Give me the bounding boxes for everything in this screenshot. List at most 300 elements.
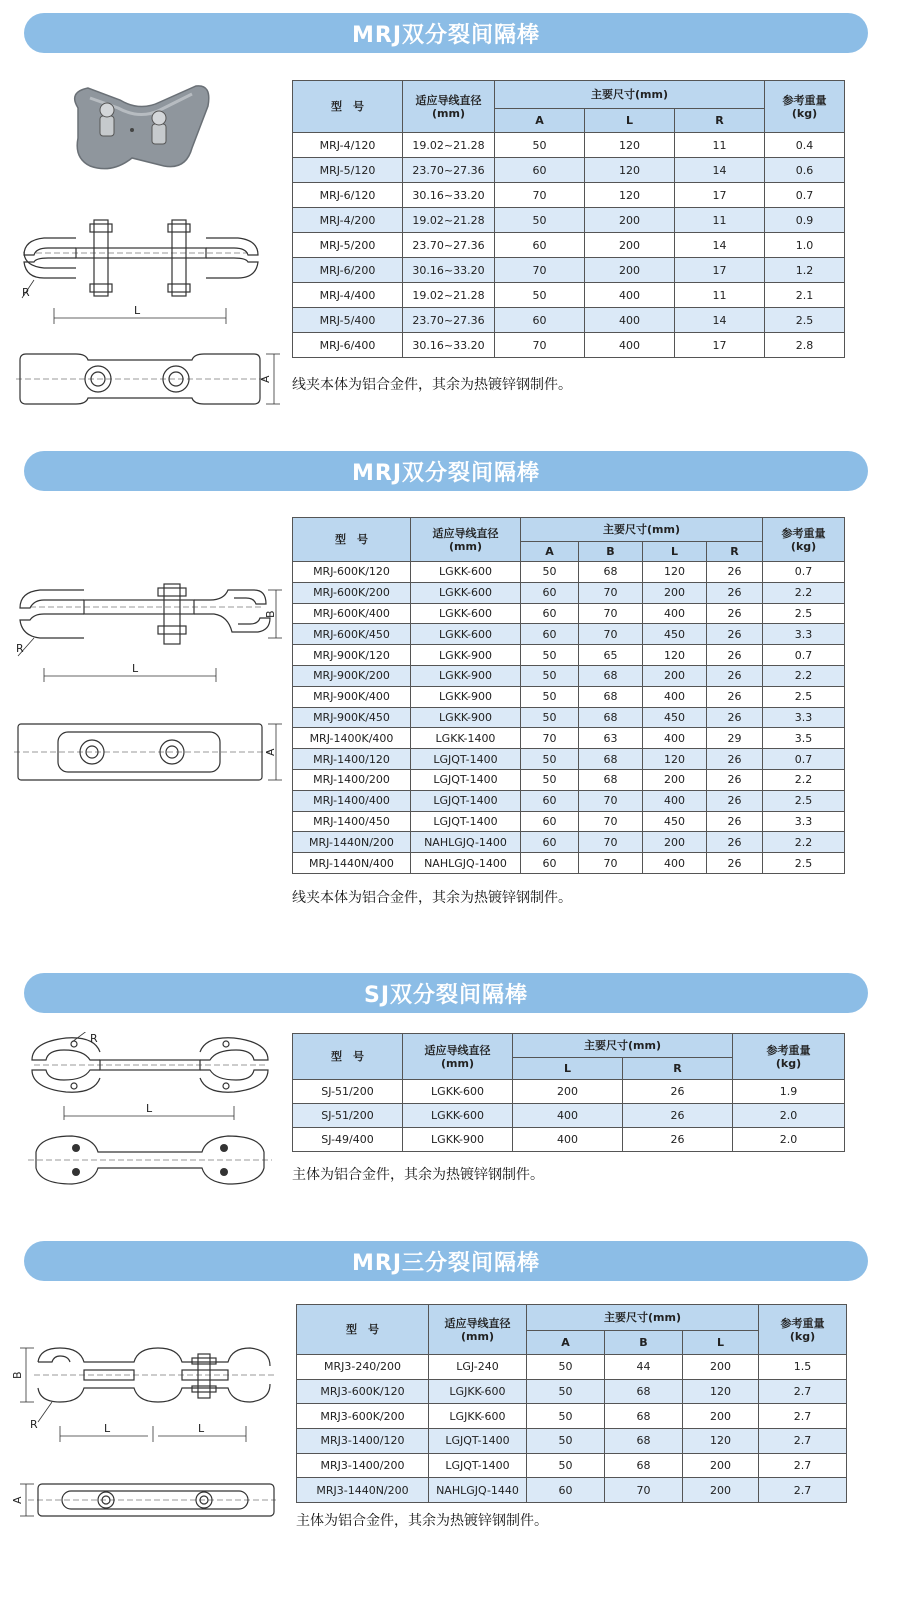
- table-cell-model: MRJ-600K/400: [293, 603, 411, 624]
- table-cell: 26: [707, 665, 763, 686]
- table-cell: 23.70~27.36: [403, 158, 495, 183]
- table-cell: 68: [579, 562, 643, 583]
- table-cell: LGKK-900: [411, 645, 521, 666]
- table-cell-model: MRJ-900K/120: [293, 645, 411, 666]
- table-cell: 2.8: [765, 333, 845, 358]
- table-cell: LGKK-600: [403, 1080, 513, 1104]
- table-cell: 50: [527, 1379, 605, 1404]
- table-cell: 200: [643, 769, 707, 790]
- table-cell: 2.1: [765, 283, 845, 308]
- table-row: [293, 686, 845, 707]
- table-cell: 70: [605, 1478, 683, 1503]
- table-cell: 70: [579, 582, 643, 603]
- side-view-drawing: [8, 1340, 278, 1450]
- table-cell: 70: [579, 624, 643, 645]
- table-cell: 0.4: [765, 133, 845, 158]
- side-view-drawing: [24, 1032, 274, 1122]
- drawing-label-a: A: [11, 1496, 24, 1504]
- table-cell: 60: [521, 624, 579, 645]
- table-cell: 50: [521, 749, 579, 770]
- table-row: [293, 308, 845, 333]
- table-cell: 26: [707, 562, 763, 583]
- table-cell: LGKK-900: [411, 686, 521, 707]
- table-cell: 120: [585, 183, 675, 208]
- table-cell: 17: [675, 183, 765, 208]
- table-cell: 200: [643, 582, 707, 603]
- table-cell: 50: [495, 208, 585, 233]
- table-cell: 60: [521, 811, 579, 832]
- table-cell: 26: [707, 853, 763, 874]
- table-cell: 400: [585, 283, 675, 308]
- table-cell-model: SJ-51/200: [293, 1104, 403, 1128]
- table-cell: 68: [605, 1404, 683, 1429]
- table-cell: 200: [683, 1453, 759, 1478]
- table-cell: LGKK-600: [403, 1104, 513, 1128]
- header-dims: 主要尺寸(mm): [495, 81, 765, 109]
- table-cell: 17: [675, 258, 765, 283]
- top-view-drawing: [14, 718, 284, 790]
- table-row: [293, 1080, 845, 1104]
- table-cell: 30.16~33.20: [403, 258, 495, 283]
- table-cell: 50: [521, 769, 579, 790]
- table-cell-model: MRJ3-240/200: [297, 1355, 429, 1380]
- table-row: [293, 283, 845, 308]
- table-cell: 450: [643, 811, 707, 832]
- table-cell: 26: [707, 686, 763, 707]
- drawing-label-r: R: [22, 286, 30, 299]
- table-cell: LGJKK-600: [429, 1379, 527, 1404]
- table-cell: LGJKK-600: [429, 1404, 527, 1429]
- table-cell: 450: [643, 707, 707, 728]
- table-row: [293, 1128, 845, 1152]
- table-cell: NAHLGJQ-1400: [411, 832, 521, 853]
- table-cell: LGKK-600: [411, 624, 521, 645]
- table-cell: 70: [579, 811, 643, 832]
- table-cell-model: MRJ-4/200: [293, 208, 403, 233]
- table-cell-model: MRJ3-600K/200: [297, 1404, 429, 1429]
- table-cell: 120: [643, 562, 707, 583]
- table-cell: 50: [521, 665, 579, 686]
- table-cell-model: MRJ-900K/400: [293, 686, 411, 707]
- header-weight: 参考重量 (kg): [765, 81, 845, 133]
- drawing-label-r: R: [90, 1032, 98, 1045]
- table-cell: 17: [675, 333, 765, 358]
- section-mrj-double-2: [0, 440, 900, 960]
- table-cell: 11: [675, 208, 765, 233]
- table-cell: 120: [585, 133, 675, 158]
- table-cell: 60: [521, 582, 579, 603]
- table-cell: 0.7: [765, 183, 845, 208]
- table-cell: 50: [521, 562, 579, 583]
- table-cell: 70: [495, 258, 585, 283]
- table-cell: 70: [579, 832, 643, 853]
- table-row: [293, 158, 845, 183]
- table-cell: 2.7: [759, 1478, 847, 1503]
- table-cell: 26: [707, 624, 763, 645]
- header-sub-a: A: [521, 542, 579, 562]
- table-cell: 68: [579, 707, 643, 728]
- table-cell: 1.0: [765, 233, 845, 258]
- table-cell: 2.5: [763, 790, 845, 811]
- table-row: [293, 832, 845, 853]
- section-title: MRJ三分裂间隔棒: [351, 1250, 541, 1276]
- table-row: [293, 562, 845, 583]
- table-row: [293, 208, 845, 233]
- table-row: [293, 582, 845, 603]
- table-cell: 0.9: [765, 208, 845, 233]
- table-row: [293, 603, 845, 624]
- table-cell: 68: [579, 769, 643, 790]
- table-cell: 26: [707, 707, 763, 728]
- table-row: [293, 183, 845, 208]
- material-note: 线夹本体为铝合金件，其余为热镀锌钢制件。: [292, 890, 572, 906]
- header-sub-r: R: [707, 542, 763, 562]
- table-cell: 2.7: [759, 1429, 847, 1454]
- table-row: [293, 707, 845, 728]
- material-note: 主体为铝合金件，其余为热镀锌钢制件。: [296, 1513, 548, 1529]
- top-view-drawing: [16, 346, 286, 416]
- table-row: [293, 790, 845, 811]
- table-cell: 200: [643, 665, 707, 686]
- table-cell: 14: [675, 233, 765, 258]
- table-cell: 68: [605, 1379, 683, 1404]
- table-cell: 400: [513, 1128, 623, 1152]
- table-cell: 26: [623, 1104, 733, 1128]
- table-cell: 70: [495, 333, 585, 358]
- table-cell: 23.70~27.36: [403, 308, 495, 333]
- header-sub-l: L: [643, 542, 707, 562]
- table-cell: 1.9: [733, 1080, 845, 1104]
- table-cell: 60: [521, 853, 579, 874]
- header-diameter: 适应导线直径 (mm): [429, 1305, 527, 1355]
- table-cell: 400: [585, 333, 675, 358]
- header-dims: 主要尺寸(mm): [513, 1034, 733, 1058]
- table-cell: 26: [707, 811, 763, 832]
- table-cell: 200: [643, 832, 707, 853]
- table-cell: 200: [585, 208, 675, 233]
- table-cell: 3.3: [763, 624, 845, 645]
- header-sub-l: L: [585, 109, 675, 133]
- table-row: [293, 728, 845, 749]
- header-model: 型 号: [297, 1305, 429, 1355]
- table-cell: 26: [623, 1080, 733, 1104]
- table-cell: 2.5: [763, 603, 845, 624]
- table-cell: LGJQT-1400: [411, 769, 521, 790]
- table-cell: 11: [675, 133, 765, 158]
- table-cell-model: MRJ3-1400/120: [297, 1429, 429, 1454]
- table-cell: 26: [707, 769, 763, 790]
- drawing-label-r: R: [30, 1418, 38, 1431]
- section-title-banner: [24, 973, 868, 1013]
- table-row: [293, 665, 845, 686]
- drawing-label-l2: L: [198, 1422, 205, 1435]
- table-cell-model: MRJ3-1440N/200: [297, 1478, 429, 1503]
- section-title-banner: [24, 13, 868, 53]
- table-row: [293, 749, 845, 770]
- table-row: [297, 1429, 847, 1454]
- header-dims: 主要尺寸(mm): [527, 1305, 759, 1331]
- drawing-label-l: L: [134, 304, 141, 317]
- table-cell: 200: [585, 258, 675, 283]
- table-cell: 60: [521, 832, 579, 853]
- table-cell: 30.16~33.20: [403, 333, 495, 358]
- table-cell: LGJQT-1400: [411, 790, 521, 811]
- table-row: [297, 1355, 847, 1380]
- section-mrj-triple: [0, 1220, 900, 1617]
- header-dims: 主要尺寸(mm): [521, 518, 763, 542]
- table-cell-model: MRJ3-1400/200: [297, 1453, 429, 1478]
- table-cell: LGKK-600: [411, 562, 521, 583]
- header-sub-r: R: [675, 109, 765, 133]
- table-cell: 200: [683, 1404, 759, 1429]
- table-cell: 2.2: [763, 769, 845, 790]
- table-cell: 3.3: [763, 811, 845, 832]
- table-row: [293, 258, 845, 283]
- table-cell: 200: [585, 233, 675, 258]
- table-cell: 200: [683, 1478, 759, 1503]
- table-cell: LGJQT-1400: [411, 749, 521, 770]
- table-cell: 200: [513, 1080, 623, 1104]
- table-cell: 2.0: [733, 1128, 845, 1152]
- table-cell: 0.7: [763, 749, 845, 770]
- table-cell: 19.02~21.28: [403, 208, 495, 233]
- table-row: [293, 769, 845, 790]
- table-cell-model: MRJ-6/200: [293, 258, 403, 283]
- table-cell: 44: [605, 1355, 683, 1380]
- table-cell: LGKK-600: [411, 603, 521, 624]
- table-cell: 65: [579, 645, 643, 666]
- header-weight: 参考重量 (kg): [763, 518, 845, 562]
- table-cell: 68: [605, 1429, 683, 1454]
- table-cell-model: SJ-49/400: [293, 1128, 403, 1152]
- table-cell-model: MRJ-5/400: [293, 308, 403, 333]
- table-cell: 120: [585, 158, 675, 183]
- table-row: [297, 1478, 847, 1503]
- table-cell: 60: [527, 1478, 605, 1503]
- table-cell: 400: [643, 853, 707, 874]
- table-cell-model: MRJ-1400/450: [293, 811, 411, 832]
- section-sj-double: [0, 960, 900, 1220]
- table-cell: 120: [683, 1429, 759, 1454]
- table-row: [293, 233, 845, 258]
- section-title-banner: [24, 1241, 868, 1281]
- table-cell: 200: [683, 1355, 759, 1380]
- table-cell: 60: [521, 790, 579, 811]
- table-cell-model: MRJ-5/200: [293, 233, 403, 258]
- header-diameter: 适应导线直径 (mm): [403, 1034, 513, 1080]
- table-cell: 2.2: [763, 832, 845, 853]
- table-cell-model: MRJ-6/120: [293, 183, 403, 208]
- table-cell: 400: [585, 308, 675, 333]
- table-cell: 2.7: [759, 1404, 847, 1429]
- table-cell: LGJQT-1400: [429, 1429, 527, 1454]
- table-cell: 26: [707, 582, 763, 603]
- table-cell-model: MRJ-1440N/200: [293, 832, 411, 853]
- header-diameter: 适应导线直径 (mm): [411, 518, 521, 562]
- table-cell: 60: [495, 308, 585, 333]
- header-sub-b: B: [579, 542, 643, 562]
- table-cell: 19.02~21.28: [403, 133, 495, 158]
- material-note: 主体为铝合金件，其余为热镀锌钢制件。: [292, 1167, 544, 1183]
- top-view-drawing: [8, 1470, 278, 1530]
- product-photo: [60, 78, 220, 188]
- table-cell: NAHLGJQ-1440: [429, 1478, 527, 1503]
- drawing-label-l: L: [132, 662, 139, 675]
- drawing-label-a: A: [259, 375, 272, 383]
- table-cell-model: MRJ-1400/200: [293, 769, 411, 790]
- table-cell: 50: [527, 1453, 605, 1478]
- table-cell: 2.5: [765, 308, 845, 333]
- table-cell-model: MRJ-900K/450: [293, 707, 411, 728]
- table-cell: 50: [521, 707, 579, 728]
- table-cell-model: MRJ-5/120: [293, 158, 403, 183]
- table-cell: LGKK-900: [411, 665, 521, 686]
- table-row: [293, 853, 845, 874]
- table-cell: 1.5: [759, 1355, 847, 1380]
- table-cell: 2.7: [759, 1379, 847, 1404]
- table-cell: 50: [495, 283, 585, 308]
- table-row: [293, 645, 845, 666]
- table-cell: 14: [675, 158, 765, 183]
- table-cell-model: MRJ-1400/400: [293, 790, 411, 811]
- table-cell: 26: [707, 603, 763, 624]
- header-weight: 参考重量 (kg): [759, 1305, 847, 1355]
- table-cell: 2.5: [763, 686, 845, 707]
- table-cell: 2.5: [763, 853, 845, 874]
- table-cell: 400: [643, 728, 707, 749]
- table-cell: 50: [521, 645, 579, 666]
- table-cell-model: MRJ-600K/200: [293, 582, 411, 603]
- table-cell-model: MRJ-4/120: [293, 133, 403, 158]
- table-cell: 120: [643, 645, 707, 666]
- drawing-label-a: A: [264, 748, 277, 756]
- table-cell: 70: [495, 183, 585, 208]
- table-cell: 120: [683, 1379, 759, 1404]
- spec-table: [292, 80, 845, 358]
- table-cell: 19.02~21.28: [403, 283, 495, 308]
- table-cell: 63: [579, 728, 643, 749]
- table-cell: 26: [707, 832, 763, 853]
- table-cell: 68: [579, 749, 643, 770]
- table-row: [297, 1404, 847, 1429]
- table-cell: 50: [521, 686, 579, 707]
- table-cell-model: MRJ-600K/120: [293, 562, 411, 583]
- table-cell: 68: [605, 1453, 683, 1478]
- drawing-label-b: B: [264, 610, 277, 618]
- table-cell: LGKK-1400: [411, 728, 521, 749]
- table-cell: NAHLGJQ-1400: [411, 853, 521, 874]
- table-cell: 60: [495, 158, 585, 183]
- side-view-drawing: [14, 580, 284, 690]
- table-cell: LGKK-900: [411, 707, 521, 728]
- header-model: 型 号: [293, 518, 411, 562]
- table-cell: 50: [495, 133, 585, 158]
- table-cell: 70: [579, 790, 643, 811]
- header-sub-r: R: [623, 1058, 733, 1080]
- table-cell: 60: [495, 233, 585, 258]
- header-sub-b: B: [605, 1331, 683, 1355]
- drawing-label-l1: L: [104, 1422, 111, 1435]
- table-cell: 26: [623, 1128, 733, 1152]
- drawing-label-r: R: [16, 642, 24, 655]
- table-cell: 26: [707, 790, 763, 811]
- header-sub-l: L: [683, 1331, 759, 1355]
- table-cell: 30.16~33.20: [403, 183, 495, 208]
- header-model: 型 号: [293, 1034, 403, 1080]
- table-cell: 0.7: [763, 645, 845, 666]
- section-title: MRJ双分裂间隔棒: [351, 22, 541, 48]
- table-cell: LGJ-240: [429, 1355, 527, 1380]
- table-cell: 2.0: [733, 1104, 845, 1128]
- table-cell-model: MRJ3-600K/120: [297, 1379, 429, 1404]
- table-cell: 400: [513, 1104, 623, 1128]
- section-title: MRJ双分裂间隔棒: [351, 460, 541, 486]
- table-cell: 26: [707, 645, 763, 666]
- table-cell: 70: [579, 853, 643, 874]
- table-cell-model: SJ-51/200: [293, 1080, 403, 1104]
- table-cell: 400: [643, 686, 707, 707]
- table-cell-model: MRJ-4/400: [293, 283, 403, 308]
- table-cell: 2.7: [759, 1453, 847, 1478]
- table-cell: 26: [707, 749, 763, 770]
- spec-table: [292, 517, 845, 874]
- table-row: [297, 1379, 847, 1404]
- table-cell: 50: [527, 1404, 605, 1429]
- table-cell-model: MRJ-1440N/400: [293, 853, 411, 874]
- material-note: 线夹本体为铝合金件，其余为热镀锌钢制件。: [292, 377, 572, 393]
- table-cell: LGJQT-1400: [411, 811, 521, 832]
- header-diameter: 适应导线直径 (mm): [403, 81, 495, 133]
- table-cell: 70: [579, 603, 643, 624]
- header-sub-a: A: [495, 109, 585, 133]
- table-cell: 50: [527, 1429, 605, 1454]
- table-row: [293, 333, 845, 358]
- table-cell: 29: [707, 728, 763, 749]
- table-cell: LGKK-600: [411, 582, 521, 603]
- table-cell: LGJQT-1400: [429, 1453, 527, 1478]
- table-cell-model: MRJ-600K/450: [293, 624, 411, 645]
- table-cell: 50: [527, 1355, 605, 1380]
- table-row: [293, 811, 845, 832]
- table-cell: 400: [643, 790, 707, 811]
- drawing-label-b: B: [11, 1371, 24, 1379]
- table-cell: 60: [521, 603, 579, 624]
- table-cell: 400: [643, 603, 707, 624]
- table-cell: 450: [643, 624, 707, 645]
- table-cell: 23.70~27.36: [403, 233, 495, 258]
- header-model: 型 号: [293, 81, 403, 133]
- table-cell: 3.5: [763, 728, 845, 749]
- table-row: [293, 624, 845, 645]
- header-weight: 参考重量 (kg): [733, 1034, 845, 1080]
- table-cell-model: MRJ-1400K/400: [293, 728, 411, 749]
- table-cell: 68: [579, 686, 643, 707]
- table-cell: 0.7: [763, 562, 845, 583]
- table-cell: 70: [521, 728, 579, 749]
- table-cell: LGKK-900: [403, 1128, 513, 1152]
- header-sub-l: L: [513, 1058, 623, 1080]
- table-cell-model: MRJ-900K/200: [293, 665, 411, 686]
- table-cell-model: MRJ-6/400: [293, 333, 403, 358]
- section-title: SJ双分裂间隔棒: [363, 982, 529, 1008]
- table-cell: 2.2: [763, 665, 845, 686]
- spec-table: [296, 1304, 847, 1503]
- table-cell: 2.2: [763, 582, 845, 603]
- table-cell: 14: [675, 308, 765, 333]
- drawing-label-l: L: [146, 1102, 153, 1115]
- table-row: [297, 1453, 847, 1478]
- side-view-drawing: [16, 200, 266, 340]
